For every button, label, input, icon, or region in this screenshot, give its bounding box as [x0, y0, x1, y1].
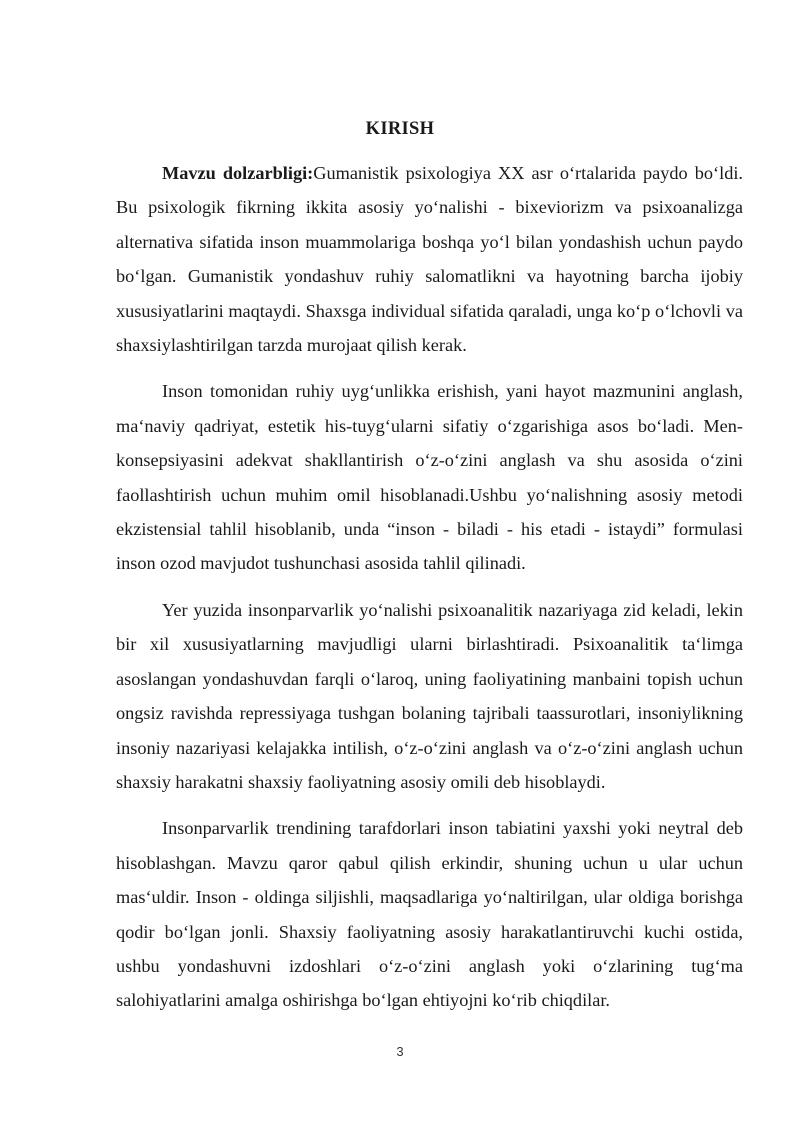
body-text — [116, 156, 743, 1030]
paragraph-lead: Mavzu dolzarbligi: — [162, 163, 314, 183]
paragraph-humanism-trend: Insonparvarlik trendining tarafdorlari inson tabiatini yaxshi yoki neytral deb hisoblashgan. Mavzu qaror qabul qilish erkindir, shuning uchun u ular uchun mas‘uldir. Inson - oldinga siljishli, maqsadlariga yo‘naltirilgan, ular oldiga borishga qodir bo‘lgan jonli. Shaxsiy faoliyatning asosiy harakatlantiruvchi kuchi ostida, ushbu yondashuvni izdoshlari o‘z-o‘zini anglash yoki o‘zlarining tug‘ma salohiyatlarini amalga oshirishga bo‘lgan ehtiyojni ko‘rib chiqdilar. — [116, 818, 743, 1011]
paragraph-psychoanalysis: Yer yuzida insonparvarlik yo‘nalishi psixoanalitik nazariyaga zid keladi, lekin bir xil xususiyatlarning mavjudligi ularni birlashtiradi. Psixoanalitik ta‘limga asoslangan yondashuvdan farqli o‘laroq, uning faoliyatining manbaini topish uchun ongsiz ravishda repressiyaga tushgan bolaning tajribali taassurotlari, insoniylikning insoniy nazariyasi kelajakka intilish, o‘z-o‘zini anglash va o‘z-o‘zini anglash uchun shaxsiy harakatni shaxsiy faoliyatning asosiy omili deb hisoblaydi. — [116, 599, 743, 792]
page-title: KIRISH — [365, 119, 435, 139]
paragraph-harmony: Inson tomonidan ruhiy uyg‘unlikka erishish, yani hayot mazmunini anglash, ma‘naviy qadriyat, estetik his-tuyg‘ularni sifatiy o‘zgarishiga asos bo‘ladi. Men-konsepsiyasini adekvat shakllantirish o‘z-o‘zini anglash va shu asosida o‘zini faollashtirish uchun muhim omil hisoblanadi.Ushbu yo‘nalishning asosiy metodi ekzistensial tahlil hisoblanib, unda “inson - biladi - his etadi - istaydi” formulasi inson ozod mavjudot tushunchasi asosida tahlil qilinadi. — [116, 381, 743, 574]
page-number: 3 — [396, 1044, 404, 1059]
paragraph-text: Gumanistik psixologiya XX asr o‘rtalarida paydo bo‘ldi. Bu psixologik fikrning ikkita asosiy yo‘nalishi - bixeviorizm va psixoanalizga alternativa sifatida inson muammolariga boshqa yo‘l bilan yondashish uchun paydo bo‘lgan. Gumanistik yondashuv ruhiy salomatlikni va hayotning barcha ijobiy xususiyatlarini maqtaydi. Shaxsga individual sifatida qaraladi, unga ko‘p o‘lchovli va shaxsiylashtirilgan tarzda murojaat qilish kerak. — [116, 163, 743, 356]
paragraph-relevance — [116, 156, 743, 362]
